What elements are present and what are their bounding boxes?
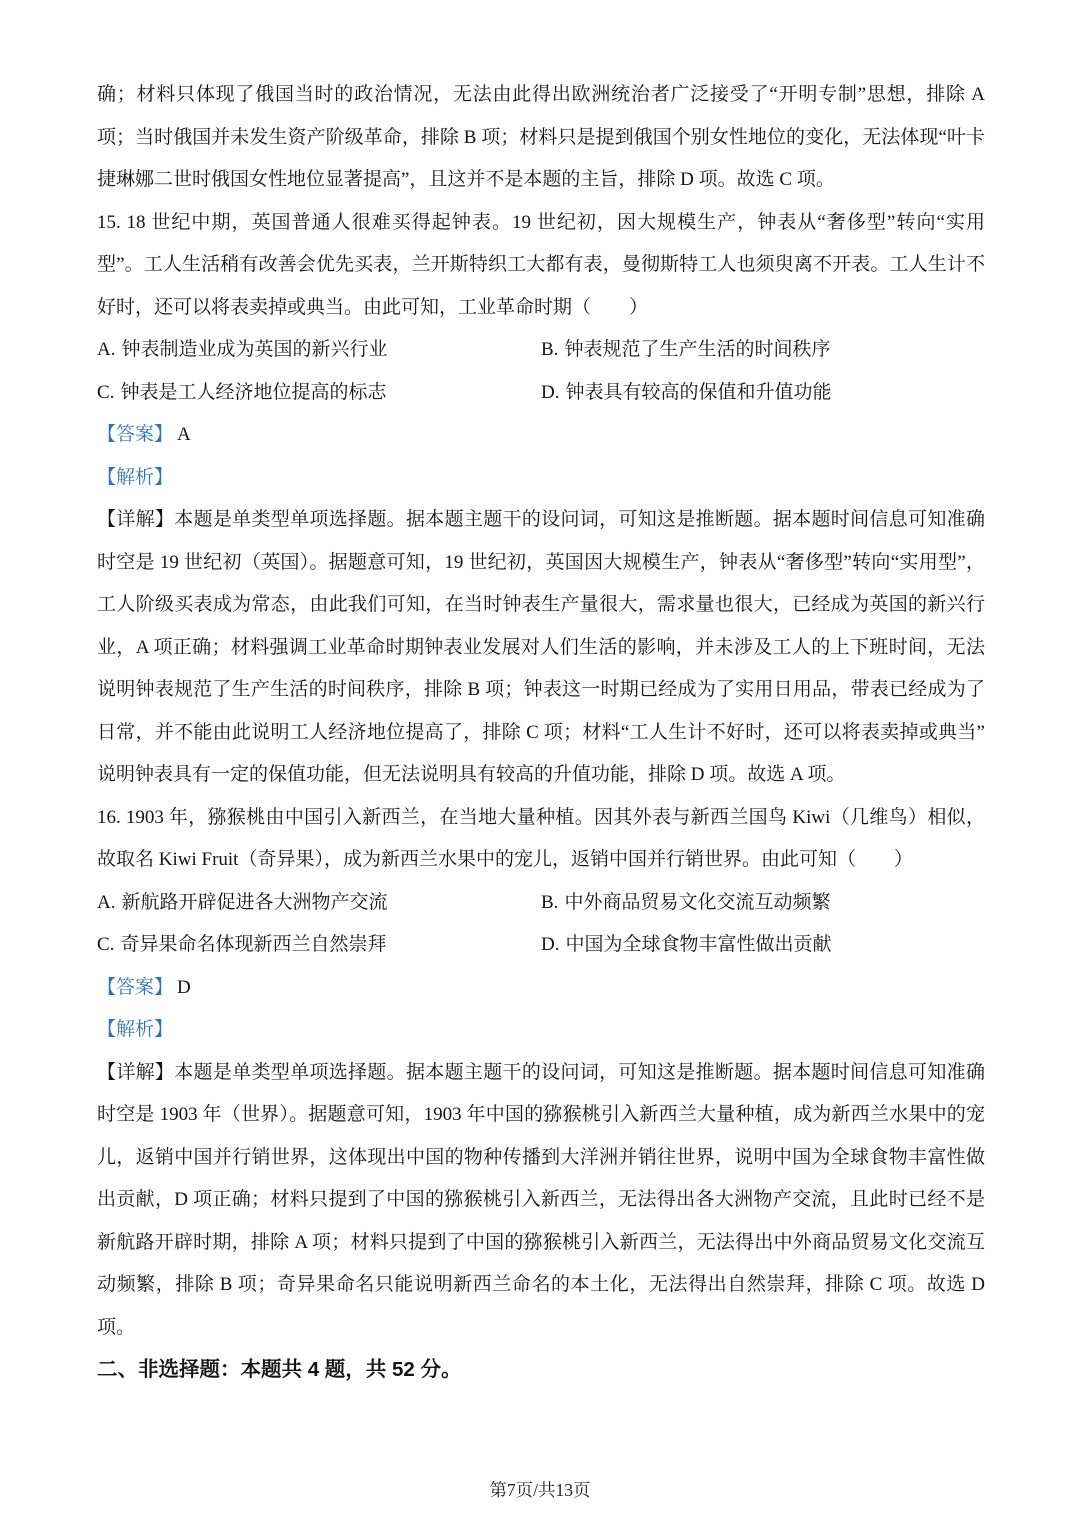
option-text: 钟表具有较高的保值和升值功能 (565, 381, 832, 403)
question-16-analysis-line (97, 1009, 985, 1052)
question-15-options-row-1 (97, 329, 985, 372)
option-label: D. (541, 934, 560, 955)
answer-value: D (177, 976, 191, 998)
question-15-stem: 15. 18 世纪中期，英国普通人很难买得起钟表。19 世纪初，因大规模生产，钟表从“奢侈型”转向“实用型”。工人生活稍有改善会优先买表，兰开斯特织工大都有表，曼彻斯特工人也须臾离不开表。工人生计不好时，还可以将表卖掉或典当。由此可知，工业革命时期（ ） (97, 211, 985, 318)
question-16-stem: 16. 1903 年，猕猴桃由中国引入新西兰，在当地大量种植。因其外表与新西兰国鸟 Kiwi（几维鸟）相似，故取名 Kiwi Fruit（奇异果），成为新西兰水果中的宠儿，返销中国并行销世界。由此可知（ ） (97, 806, 985, 870)
question-15-analysis-line (97, 457, 985, 500)
question-15-options-row-2 (97, 372, 985, 415)
question-16-answer-line (97, 967, 985, 1010)
option-text: 奇异果命名体现新西兰自然崇拜 (120, 934, 387, 955)
question-16-options-row-1 (97, 882, 985, 925)
question-15-answer-line (97, 414, 985, 457)
option-label: A. (97, 339, 116, 360)
page-number-footer: 第7页/共13页 (489, 1480, 591, 1500)
question-16-option-a (97, 882, 541, 925)
analysis-tag: 【解析】 (97, 466, 174, 488)
question-15-option-d (541, 372, 985, 415)
question-16-option-d (541, 924, 985, 967)
detail-tag: 【详解】 (97, 1061, 175, 1083)
option-text: 中外商品贸易文化交流互动频繁 (564, 891, 831, 913)
option-text: 钟表制造业成为英国的新兴行业 (121, 339, 388, 360)
question-16-options-row-2 (97, 924, 985, 967)
option-label: A. (97, 891, 116, 913)
option-label: C. (97, 934, 115, 955)
question-15-option-b (541, 329, 985, 372)
prev-question-explanation-tail: 确；材料只体现了俄国当时的政治情况，无法由此得出欧洲统治者广泛接受了“开明专制”思想，排除 A 项；当时俄国并未发生资产阶级革命，排除 B 项；材料只是提到俄国个别女性地位的变化，无法体现“叶卡捷琳娜二世时俄国女性地位显著提高”，且这并不是本题的主旨，排除 D 项。故选 C 项。 (97, 84, 985, 190)
analysis-tag: 【解析】 (97, 1019, 174, 1040)
question-16-option-c (97, 924, 541, 967)
detail-text: 本题是单类型单项选择题。据本题主题干的设问词，可知这是推断题。据本题时间信息可知准确时空是 1903 年（世界）。据题意可知，1903 年中国的猕猴桃引入新西兰大量种植，成为新西兰水果中的宠儿，返销中国并行销世界，这体现出中国的物种传播到大洋洲并销往世界，说明中国为全球食物丰富性做出贡献，D 项正确；材料只提到了中国的猕猴桃引入新西兰，无法得出各大洲物产交流，且此时已经不是新航路开辟时期，排除 A 项；材料只提到了中国的猕猴桃引入新西兰，无法得出中外商品贸易文化交流互动频繁，排除 B 项；奇异果命名只能说明新西兰命名的本土化，无法得出自然崇拜，排除 C 项。故选 D 项。 (97, 1061, 985, 1338)
question-15-option-c (97, 372, 541, 415)
option-label: D. (541, 381, 560, 403)
option-text: 钟表规范了生产生活的时间秩序 (564, 339, 831, 360)
answer-tag: 【答案】 (97, 976, 174, 998)
question-15-detail (97, 499, 985, 797)
detail-text: 本题是单类型单项选择题。据本题主题干的设问词，可知这是推断题。据本题时间信息可知准确时空是 19 世纪初（英国）。据题意可知，19 世纪初，英国因大规模生产，钟表从“奢侈型”转向“实用型”，工人阶级买表成为常态，由此我们可知，在当时钟表生产量很大，需求量也很大，已经成为英国的新兴行业，A 项正确；材料强调工业革命时期钟表业发展对人们生活的影响，并未涉及工人的上下班时间，无法说明钟表规范了生产生活的时间秩序，排除 B 项；钟表这一时期已经成为了实用日用品，带表已经成为了日常，并不能由此说明工人经济地位提高了，排除 C 项；材料“工人生计不好时，还可以将表卖掉或典当”说明钟表具有一定的保值功能，但无法说明具有较高的升值功能，排除 D 项。故选 A 项。 (97, 509, 985, 785)
option-label: B. (541, 339, 559, 360)
option-label: C. (97, 381, 115, 403)
option-label: B. (541, 891, 559, 913)
detail-tag: 【详解】 (97, 509, 175, 530)
option-text: 新航路开辟促进各大洲物产交流 (121, 891, 388, 913)
answer-tag: 【答案】 (97, 424, 174, 445)
answer-value: A (177, 424, 191, 445)
option-text: 钟表是工人经济地位提高的标志 (120, 381, 387, 403)
question-16-option-b (541, 882, 985, 925)
section-2-heading: 二、非选择题：本题共 4 题，共 52 分。 (97, 1358, 462, 1381)
option-text: 中国为全球食物丰富性做出贡献 (565, 934, 832, 955)
question-16-detail (97, 1052, 985, 1350)
question-15-option-a (97, 329, 541, 372)
